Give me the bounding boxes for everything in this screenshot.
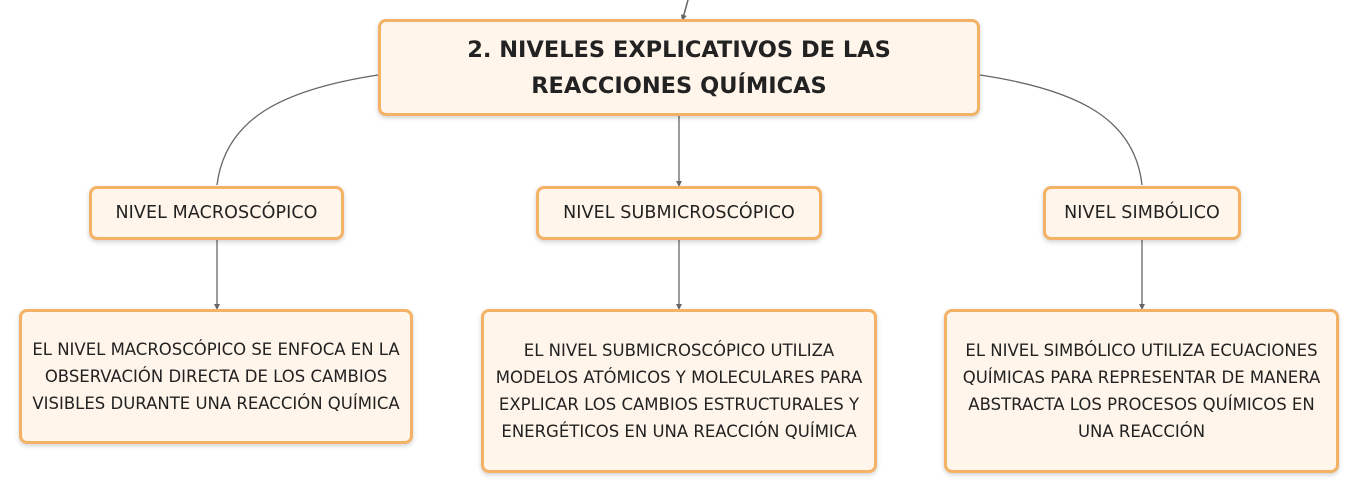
connector-root-to-macro [217,75,378,185]
level-node-macroscopico[interactable] [89,186,344,240]
level-label-submicroscopico: NIVEL SUBMICROSCÓPICO [563,203,795,223]
level-node-simbolico[interactable] [1043,186,1241,240]
level-label-macroscopico: NIVEL MACROSCÓPICO [115,203,318,223]
root-topic-node[interactable] [378,19,980,116]
description-node-macroscopico[interactable] [19,309,413,444]
description-text-simbolico: EL NIVEL SIMBÓLICO UTILIZA ECUACIONES QUÍMICAS PARA REPRESENTAR DE MANERA ABSTRACTA LOS PROCESOS QUÍMICOS EN UNA REACCIÓN [962,341,1321,441]
level-label-simbolico: NIVEL SIMBÓLICO [1064,203,1220,223]
connector-root-to-simbolico [980,75,1142,185]
description-text-submicroscopico: EL NIVEL SUBMICROSCÓPICO UTILIZA MODELOS ATÓMICOS Y MOLECULARES PARA EXPLICAR LOS CAMBIOS ESTRUCTURALES Y ENERGÉTICOS EN UNA REACCIÓN QUÍMICA [495,341,863,441]
description-node-simbolico[interactable] [944,309,1339,473]
root-topic-title: 2. NIVELES EXPLICATIVOS DE LAS REACCIONES QUÍMICAS [467,36,891,99]
description-text-macroscopico: EL NIVEL MACROSCÓPICO SE ENFOCA EN LA OBSERVACIÓN DIRECTA DE LOS CAMBIOS VISIBLES DURANTE UNA REACCIÓN QUÍMICA [32,340,400,413]
connector-parent-to-root [683,0,688,18]
description-node-submicroscopico[interactable] [481,309,877,473]
level-node-submicroscopico[interactable] [536,186,822,240]
